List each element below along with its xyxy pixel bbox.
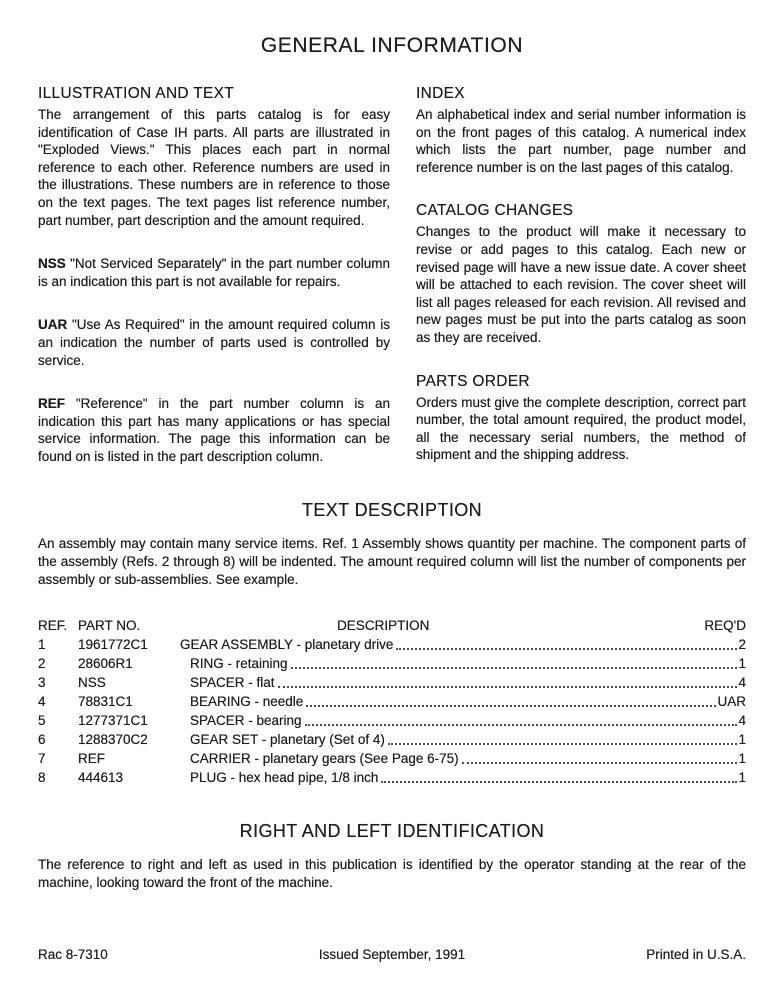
cell-part-no: 1288370C2 bbox=[78, 731, 148, 747]
cell-part-no: 78831C1 bbox=[78, 693, 133, 709]
dot-leader bbox=[385, 730, 739, 749]
table-row bbox=[38, 730, 746, 749]
cell-description: CARRIER - planetary gears (See Page 6-75) bbox=[190, 750, 459, 766]
cell-description: RING - retaining bbox=[190, 655, 288, 671]
cell-part-no: 1961772C1 bbox=[78, 636, 148, 652]
nss-text: "Not Serviced Separately" in the part number column is an indication this part is not available for repairs. bbox=[38, 256, 390, 289]
illustration-and-text-paragraph: The arrangement of this parts catalog is for easy identification of Case IH parts. All parts are illustrated in "Exploded Views." This places each part in normal reference to each other. Reference numbers are used in the illustrations. These numbers are in reference to those on the text pages. The text pages list reference number, part number, part description and the amount required. bbox=[38, 107, 390, 228]
cell-reqd: 2 bbox=[738, 636, 746, 652]
ref-lead: REF bbox=[38, 396, 65, 412]
footer-issue-date: Issued September, 1991 bbox=[318, 947, 466, 962]
text-description-paragraph: An assembly may contain many service items. Ref. 1 Assembly shows quantity per machine. The component parts of the assembly (Refs. 2 through 8) will be indented. The amount required column will list the number of components per assembly or sub-assemblies. See example. bbox=[38, 535, 746, 587]
index-heading: INDEX bbox=[416, 85, 465, 102]
nss-paragraph bbox=[38, 255, 390, 290]
table-row bbox=[38, 673, 746, 692]
dot-leader bbox=[275, 673, 739, 692]
cell-reqd: 1 bbox=[738, 731, 746, 747]
nss-lead: NSS bbox=[38, 256, 66, 272]
table-row bbox=[38, 692, 746, 711]
cell-ref: 3 bbox=[38, 674, 46, 690]
header-part-no: PART NO. bbox=[78, 617, 141, 633]
dot-leader bbox=[459, 749, 739, 768]
cell-reqd: 4 bbox=[738, 712, 746, 728]
uar-text: "Use As Required" in the amount required column is an indication the number of parts used is controlled by service. bbox=[38, 317, 390, 368]
catalog-changes-heading: CATALOG CHANGES bbox=[416, 202, 574, 220]
dot-leader bbox=[302, 711, 739, 730]
cell-description: GEAR ASSEMBLY - planetary drive bbox=[180, 636, 394, 652]
two-column-section bbox=[38, 85, 746, 466]
table-row bbox=[38, 635, 746, 654]
cell-ref: 4 bbox=[38, 693, 46, 709]
page-footer bbox=[38, 947, 746, 962]
cell-reqd: 1 bbox=[738, 655, 746, 671]
uar-paragraph bbox=[38, 316, 390, 369]
table-row bbox=[38, 711, 746, 730]
ref-text: "Reference" in the part number column is an indication this part has many applications or has special service information. The page this information can be found on is listed in the part description column. bbox=[38, 396, 390, 464]
dot-leader bbox=[378, 768, 738, 787]
illustration-and-text-heading: ILLUSTRATION AND TEXT bbox=[38, 85, 235, 102]
index-paragraph: An alphabetical index and serial number information is on the front pages of this catalog. A numerical index which lists the part number, page number and reference number is on the last pages of this catalog. bbox=[416, 107, 746, 175]
parts-example-table bbox=[38, 616, 746, 787]
left-column bbox=[38, 85, 390, 466]
cell-reqd: UAR bbox=[717, 693, 746, 709]
cell-part-no: 28606R1 bbox=[78, 655, 133, 671]
dot-leader bbox=[303, 692, 717, 711]
ref-paragraph bbox=[38, 395, 390, 465]
cell-description: SPACER - bearing bbox=[190, 712, 302, 728]
cell-description: PLUG - hex head pipe, 1/8 inch bbox=[190, 769, 379, 785]
cell-part-no: NSS bbox=[78, 674, 106, 690]
dot-leader bbox=[288, 654, 739, 673]
cell-reqd: 1 bbox=[738, 750, 746, 766]
parts-order-heading: PARTS ORDER bbox=[416, 372, 530, 390]
cell-part-no: 444613 bbox=[78, 769, 124, 785]
cell-part-no: REF bbox=[78, 750, 105, 766]
parts-order-paragraph: Orders must give the complete description, correct part number, the total amount required, the product model, all the necessary serial numbers, the method of shipment and the shipping address. bbox=[416, 394, 746, 463]
header-ref: REF. bbox=[38, 617, 68, 633]
text-description-heading: TEXT DESCRIPTION bbox=[301, 499, 483, 520]
cell-description: GEAR SET - planetary (Set of 4) bbox=[190, 731, 385, 747]
cell-description: BEARING - needle bbox=[190, 693, 304, 709]
table-row bbox=[38, 749, 746, 768]
footer-printed-in: Printed in U.S.A. bbox=[646, 947, 746, 962]
page-title: GENERAL INFORMATION bbox=[260, 34, 524, 57]
catalog-changes-paragraph: Changes to the product will make it necessary to revise or add pages to this catalog. Each new or revised page will have a new issue date. A cover sheet will be attached to each revision. The cover sheet will list all pages released for each revision. All revised and new pages must be put into the parts catalog as soon as they are received. bbox=[416, 224, 746, 345]
cell-ref: 1 bbox=[38, 636, 46, 652]
cell-part-no: 1277371C1 bbox=[78, 712, 148, 728]
footer-publication-number: Rac 8-7310 bbox=[38, 947, 108, 962]
cell-ref: 8 bbox=[38, 769, 46, 785]
cell-reqd: 1 bbox=[738, 769, 746, 785]
right-left-heading: RIGHT AND LEFT IDENTIFICATION bbox=[239, 820, 545, 841]
table-row bbox=[38, 654, 746, 673]
cell-ref: 7 bbox=[38, 750, 46, 766]
header-reqd: REQ'D bbox=[704, 617, 746, 633]
right-column bbox=[416, 85, 746, 466]
table-header-row bbox=[38, 616, 746, 635]
catalog-page bbox=[38, 0, 746, 1000]
cell-reqd: 4 bbox=[738, 674, 746, 690]
cell-ref: 6 bbox=[38, 731, 46, 747]
table-row bbox=[38, 768, 746, 787]
dot-leader bbox=[393, 635, 738, 654]
header-description: DESCRIPTION bbox=[337, 617, 430, 633]
cell-description: SPACER - flat bbox=[190, 674, 275, 690]
cell-ref: 2 bbox=[38, 655, 46, 671]
uar-lead: UAR bbox=[38, 317, 68, 333]
cell-ref: 5 bbox=[38, 712, 46, 728]
right-left-paragraph: The reference to right and left as used in this publication is identified by the operator standing at the rear of the machine, looking toward the front of the machine. bbox=[38, 856, 746, 890]
